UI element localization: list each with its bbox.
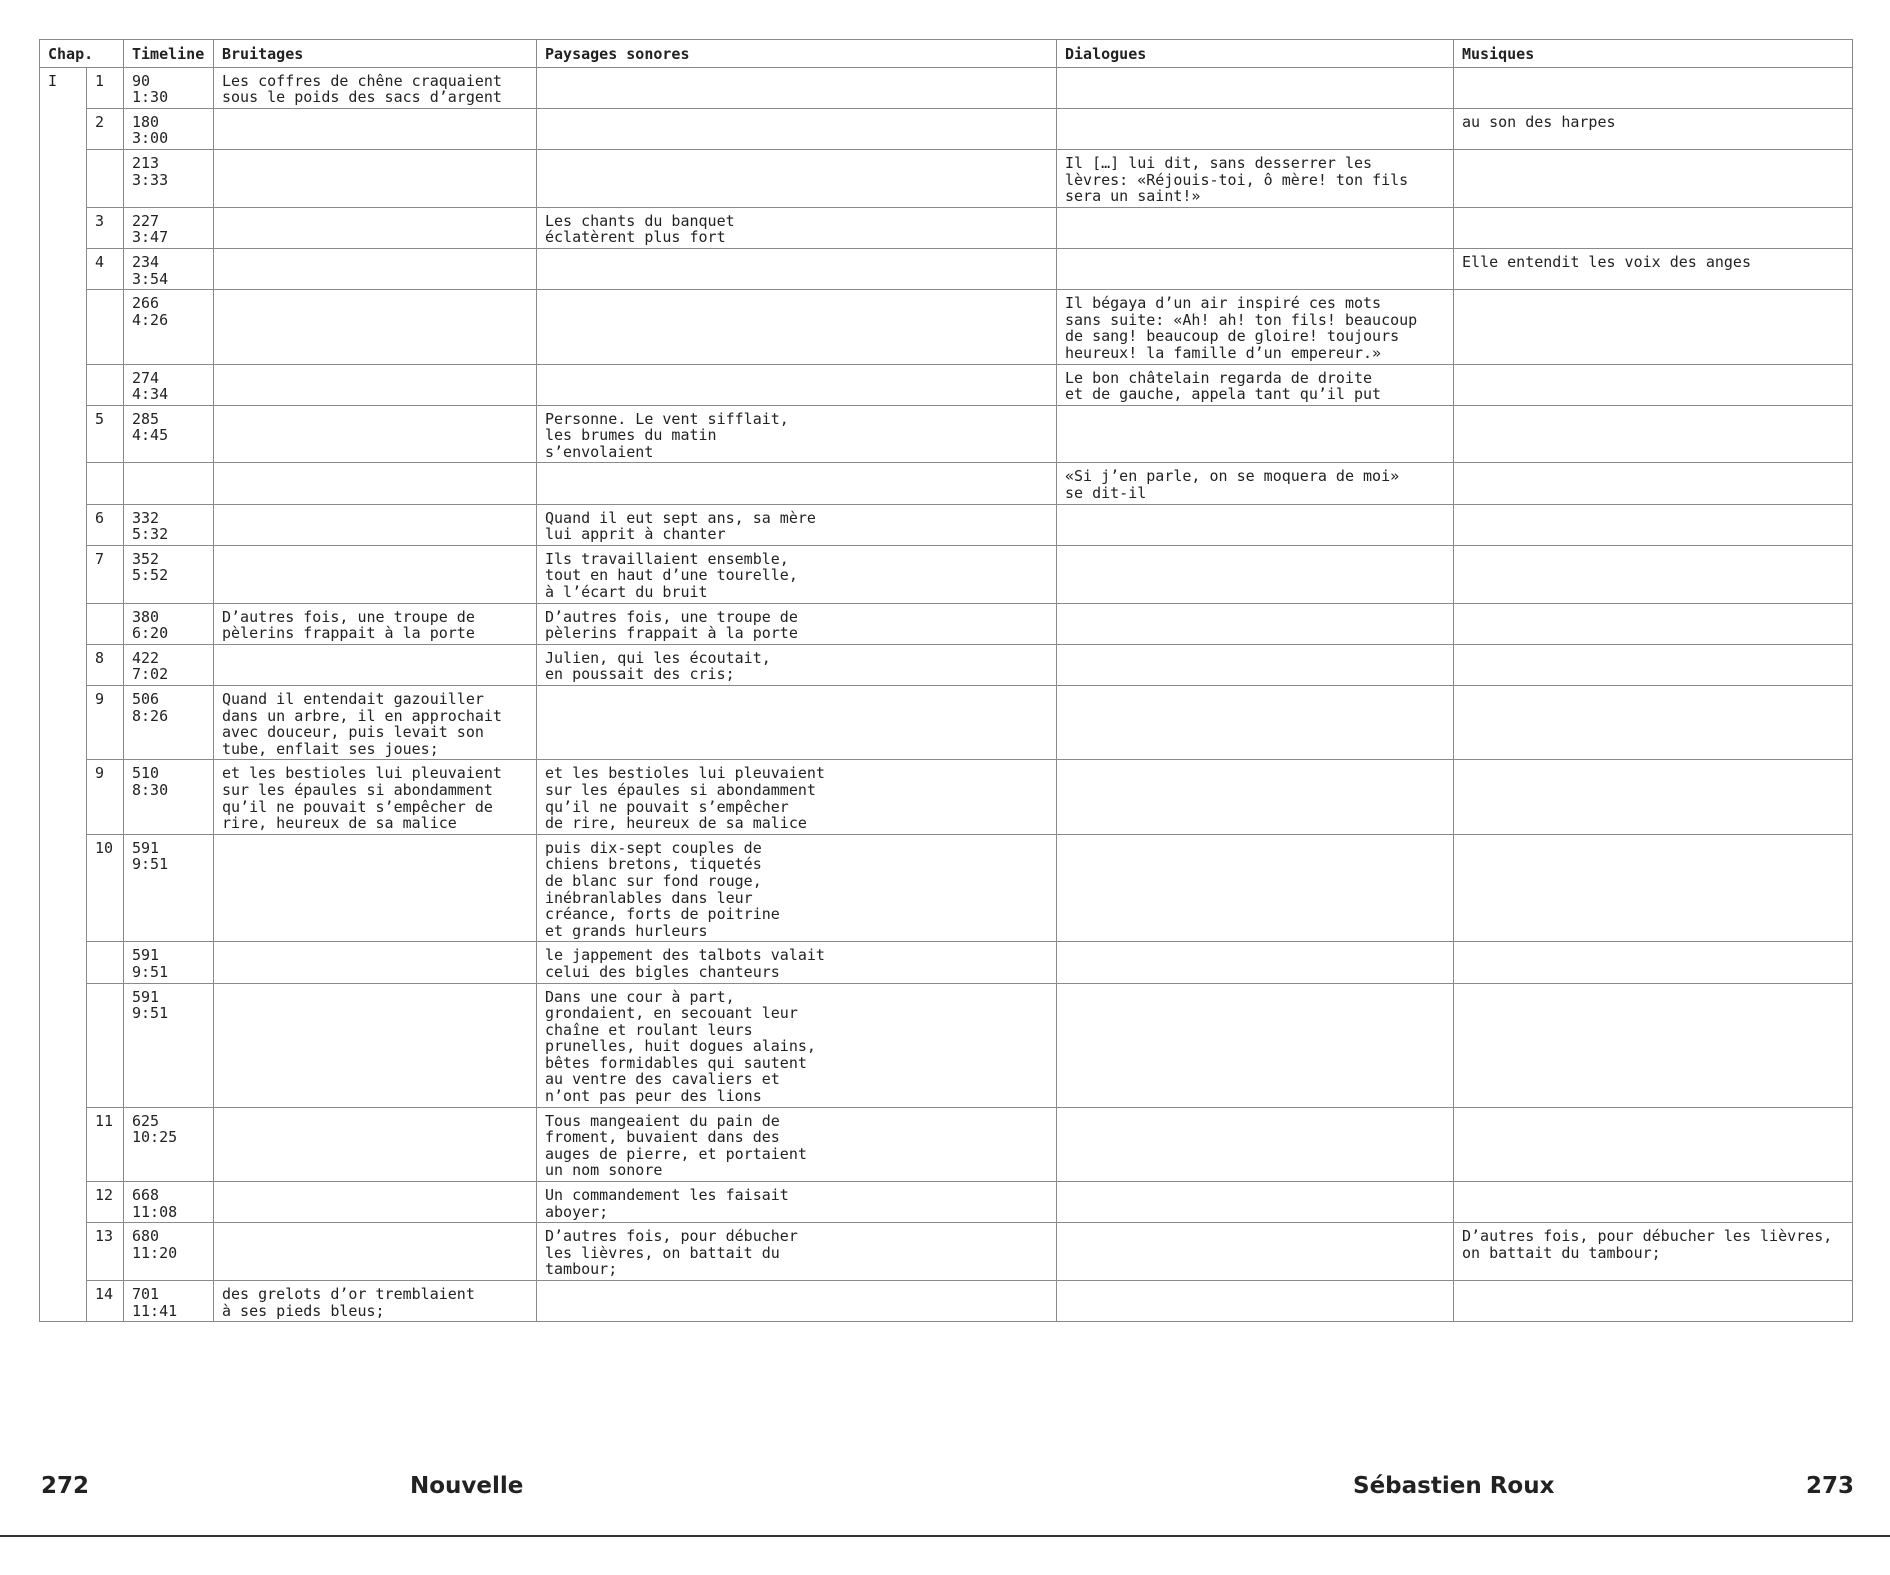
musiques-cell [1454, 1281, 1853, 1322]
table-row [40, 504, 1853, 545]
dialogues-cell: Le bon châtelain regarda de droite et de gauche, appela tant qu’il put [1057, 364, 1454, 405]
musiques-cell [1454, 67, 1853, 108]
musiques-cell [1454, 760, 1853, 834]
chapter-number-cell [87, 603, 124, 644]
timeline-cell: 213 3:33 [124, 149, 214, 207]
musiques-cell [1454, 1182, 1853, 1223]
bruitages-cell [214, 504, 537, 545]
chapter-cell [40, 644, 87, 685]
musiques-cell: D’autres fois, pour débucher les lièvres, on battait du tambour; [1454, 1223, 1853, 1281]
running-title-left: Nouvelle [410, 1473, 524, 1499]
header-row [40, 40, 1853, 68]
dialogues-cell [1057, 405, 1454, 463]
bruitages-cell [214, 149, 537, 207]
timeline-cell: 180 3:00 [124, 108, 214, 149]
chapter-number-cell: 5 [87, 405, 124, 463]
paysages-sonores-cell: le jappement des talbots valait celui des bigles chanteurs [537, 942, 1057, 983]
paysages-sonores-cell: et les bestioles lui pleuvaient sur les épaules si abondamment qu’il ne pouvait s’empêcher de rire, heureux de sa malice [537, 760, 1057, 834]
musiques-cell [1454, 504, 1853, 545]
sound-score-table [39, 39, 1853, 1322]
header-chap: Chap. [40, 40, 124, 68]
timeline-cell: 266 4:26 [124, 290, 214, 364]
table-row [40, 364, 1853, 405]
dialogues-cell [1057, 1182, 1454, 1223]
paysages-sonores-cell [537, 463, 1057, 504]
paysages-sonores-cell: puis dix-sept couples de chiens bretons, tiquetés de blanc sur fond rouge, inébranlables dans leur créance, forts de poitrine et grands hurleurs [537, 834, 1057, 942]
paysages-sonores-cell [537, 149, 1057, 207]
chapter-cell [40, 603, 87, 644]
chapter-cell [40, 108, 87, 149]
table-row [40, 248, 1853, 289]
chapter-number-cell: 1 [87, 67, 124, 108]
chapter-cell [40, 207, 87, 248]
chapter-number-cell: 11 [87, 1107, 124, 1181]
bruitages-cell: Quand il entendait gazouiller dans un arbre, il en approchait avec douceur, puis levait son tube, enflait ses joues; [214, 686, 537, 760]
chapter-cell [40, 760, 87, 834]
chapter-number-cell: 10 [87, 834, 124, 942]
timeline-cell: 234 3:54 [124, 248, 214, 289]
dialogues-cell [1057, 834, 1454, 942]
header-bruitages: Bruitages [214, 40, 537, 68]
bruitages-cell [214, 1182, 537, 1223]
dialogues-cell [1057, 603, 1454, 644]
dialogues-cell [1057, 942, 1454, 983]
bruitages-cell [214, 834, 537, 942]
bottom-rule [0, 1535, 1890, 1537]
table-row [40, 67, 1853, 108]
paysages-sonores-cell: Ils travaillaient ensemble, tout en haut d’une tourelle, à l’écart du bruit [537, 545, 1057, 603]
bruitages-cell [214, 364, 537, 405]
paysages-sonores-cell: D’autres fois, une troupe de pèlerins frappait à la porte [537, 603, 1057, 644]
dialogues-cell [1057, 67, 1454, 108]
chapter-number-cell [87, 983, 124, 1107]
table-row [40, 644, 1853, 685]
table-row [40, 1182, 1853, 1223]
chapter-cell [40, 1281, 87, 1322]
bruitages-cell [214, 644, 537, 685]
musiques-cell [1454, 545, 1853, 603]
dialogues-cell: Il […] lui dit, sans desserrer les lèvres: «Réjouis-toi, ô mère! ton fils sera un saint!» [1057, 149, 1454, 207]
musiques-cell [1454, 1107, 1853, 1181]
table-row [40, 1281, 1853, 1322]
timeline-cell: 701 11:41 [124, 1281, 214, 1322]
chapter-number-cell: 2 [87, 108, 124, 149]
table-row [40, 290, 1853, 364]
chapter-number-cell [87, 463, 124, 504]
table-row [40, 983, 1853, 1107]
dialogues-cell [1057, 1107, 1454, 1181]
musiques-cell [1454, 834, 1853, 942]
paysages-sonores-cell [537, 290, 1057, 364]
chapter-number-cell: 9 [87, 686, 124, 760]
header-musiques: Musiques [1454, 40, 1853, 68]
bruitages-cell [214, 545, 537, 603]
table-row [40, 1223, 1853, 1281]
table-row [40, 686, 1853, 760]
paysages-sonores-cell [537, 686, 1057, 760]
chapter-number-cell: 8 [87, 644, 124, 685]
timeline-cell: 510 8:30 [124, 760, 214, 834]
dialogues-cell [1057, 1281, 1454, 1322]
musiques-cell [1454, 603, 1853, 644]
bruitages-cell [214, 463, 537, 504]
header-paysages-sonores: Paysages sonores [537, 40, 1057, 68]
timeline-cell: 591 9:51 [124, 983, 214, 1107]
bruitages-cell [214, 1223, 537, 1281]
musiques-cell: Elle entendit les voix des anges [1454, 248, 1853, 289]
chapter-cell [40, 364, 87, 405]
chapter-cell [40, 463, 87, 504]
timeline-cell: 422 7:02 [124, 644, 214, 685]
musiques-cell [1454, 207, 1853, 248]
table-row [40, 463, 1853, 504]
chapter-number-cell [87, 942, 124, 983]
musiques-cell [1454, 149, 1853, 207]
table-row [40, 1107, 1853, 1181]
musiques-cell [1454, 405, 1853, 463]
timeline-cell: 274 4:34 [124, 364, 214, 405]
dialogues-cell [1057, 644, 1454, 685]
timeline-cell: 591 9:51 [124, 942, 214, 983]
bruitages-cell: des grelots d’or tremblaient à ses pieds bleus; [214, 1281, 537, 1322]
bruitages-cell [214, 1107, 537, 1181]
timeline-cell: 90 1:30 [124, 67, 214, 108]
dialogues-cell: Il bégaya d’un air inspiré ces mots sans suite: «Ah! ah! ton fils! beaucoup de sang! beaucoup de gloire! toujours heureux! la famille d’un empereur.» [1057, 290, 1454, 364]
timeline-cell: 625 10:25 [124, 1107, 214, 1181]
chapter-number-cell: 3 [87, 207, 124, 248]
timeline-cell: 591 9:51 [124, 834, 214, 942]
dialogues-cell [1057, 1223, 1454, 1281]
musiques-cell: au son des harpes [1454, 108, 1853, 149]
chapter-cell [40, 1182, 87, 1223]
dialogues-cell [1057, 983, 1454, 1107]
paysages-sonores-cell: Personne. Le vent sifflait, les brumes du matin s’envolaient [537, 405, 1057, 463]
header-dialogues: Dialogues [1057, 40, 1454, 68]
chapter-number-cell: 4 [87, 248, 124, 289]
chapter-number-cell: 12 [87, 1182, 124, 1223]
chapter-cell [40, 545, 87, 603]
dialogues-cell [1057, 207, 1454, 248]
paysages-sonores-cell [537, 364, 1057, 405]
chapter-number-cell: 7 [87, 545, 124, 603]
bruitages-cell: et les bestioles lui pleuvaient sur les épaules si abondamment qu’il ne pouvait s’empêcher de rire, heureux de sa malice [214, 760, 537, 834]
dialogues-cell [1057, 686, 1454, 760]
table-row [40, 149, 1853, 207]
chapter-number-cell: 9 [87, 760, 124, 834]
musiques-cell [1454, 364, 1853, 405]
dialogues-cell [1057, 108, 1454, 149]
paysages-sonores-cell [537, 1281, 1057, 1322]
paysages-sonores-cell: Un commandement les faisait aboyer; [537, 1182, 1057, 1223]
table-row [40, 405, 1853, 463]
chapter-cell [40, 1223, 87, 1281]
table-row [40, 207, 1853, 248]
chapter-cell [40, 149, 87, 207]
timeline-cell: 227 3:47 [124, 207, 214, 248]
dialogues-cell: «Si j’en parle, on se moquera de moi» se dit-il [1057, 463, 1454, 504]
bruitages-cell [214, 942, 537, 983]
timeline-cell: 506 8:26 [124, 686, 214, 760]
paysages-sonores-cell [537, 248, 1057, 289]
musiques-cell [1454, 686, 1853, 760]
chapter-cell: I [40, 67, 87, 108]
paysages-sonores-cell: Dans une cour à part, grondaient, en secouant leur chaîne et roulant leurs prunelles, huit dogues alains, bêtes formidables qui sautent au ventre des cavaliers et n’ont pas peur des lions [537, 983, 1057, 1107]
timeline-cell [124, 463, 214, 504]
dialogues-cell [1057, 248, 1454, 289]
bruitages-cell [214, 290, 537, 364]
paysages-sonores-cell: D’autres fois, pour débucher les lièvres, on battait du tambour; [537, 1223, 1057, 1281]
chapter-cell [40, 942, 87, 983]
dialogues-cell [1057, 504, 1454, 545]
paysages-sonores-cell: Les chants du banquet éclatèrent plus fort [537, 207, 1057, 248]
chapter-number-cell [87, 149, 124, 207]
chapter-cell [40, 248, 87, 289]
chapter-number-cell [87, 364, 124, 405]
timeline-cell: 668 11:08 [124, 1182, 214, 1223]
table-row [40, 942, 1853, 983]
bruitages-cell [214, 108, 537, 149]
table-row [40, 834, 1853, 942]
chapter-cell [40, 983, 87, 1107]
chapter-cell [40, 1107, 87, 1181]
musiques-cell [1454, 463, 1853, 504]
paysages-sonores-cell: Tous mangeaient du pain de froment, buvaient dans des auges de pierre, et portaient un nom sonore [537, 1107, 1057, 1181]
bruitages-cell [214, 405, 537, 463]
paysages-sonores-cell: Julien, qui les écoutait, en poussait des cris; [537, 644, 1057, 685]
page-number-right: 273 [1806, 1473, 1855, 1499]
musiques-cell [1454, 290, 1853, 364]
timeline-cell: 352 5:52 [124, 545, 214, 603]
table-row [40, 545, 1853, 603]
paysages-sonores-cell [537, 108, 1057, 149]
bruitages-cell: D’autres fois, une troupe de pèlerins frappait à la porte [214, 603, 537, 644]
table-row [40, 760, 1853, 834]
running-title-right: Sébastien Roux [1353, 1473, 1555, 1499]
timeline-cell: 332 5:32 [124, 504, 214, 545]
timeline-cell: 285 4:45 [124, 405, 214, 463]
chapter-cell [40, 834, 87, 942]
dialogues-cell [1057, 760, 1454, 834]
paysages-sonores-cell: Quand il eut sept ans, sa mère lui apprit à chanter [537, 504, 1057, 545]
chapter-cell [40, 405, 87, 463]
chapter-number-cell: 14 [87, 1281, 124, 1322]
timeline-cell: 680 11:20 [124, 1223, 214, 1281]
bruitages-cell [214, 983, 537, 1107]
chapter-number-cell [87, 290, 124, 364]
chapter-cell [40, 686, 87, 760]
header-timeline: Timeline [124, 40, 214, 68]
chapter-number-cell: 6 [87, 504, 124, 545]
chapter-cell [40, 504, 87, 545]
paysages-sonores-cell [537, 67, 1057, 108]
score-body [40, 67, 1853, 1322]
page-number-left: 272 [41, 1473, 90, 1499]
musiques-cell [1454, 942, 1853, 983]
bruitages-cell [214, 248, 537, 289]
table-row [40, 603, 1853, 644]
musiques-cell [1454, 983, 1853, 1107]
musiques-cell [1454, 644, 1853, 685]
chapter-number-cell: 13 [87, 1223, 124, 1281]
dialogues-cell [1057, 545, 1454, 603]
bruitages-cell: Les coffres de chêne craquaient sous le poids des sacs d’argent [214, 67, 537, 108]
chapter-cell [40, 290, 87, 364]
table-row [40, 108, 1853, 149]
timeline-cell: 380 6:20 [124, 603, 214, 644]
bruitages-cell [214, 207, 537, 248]
